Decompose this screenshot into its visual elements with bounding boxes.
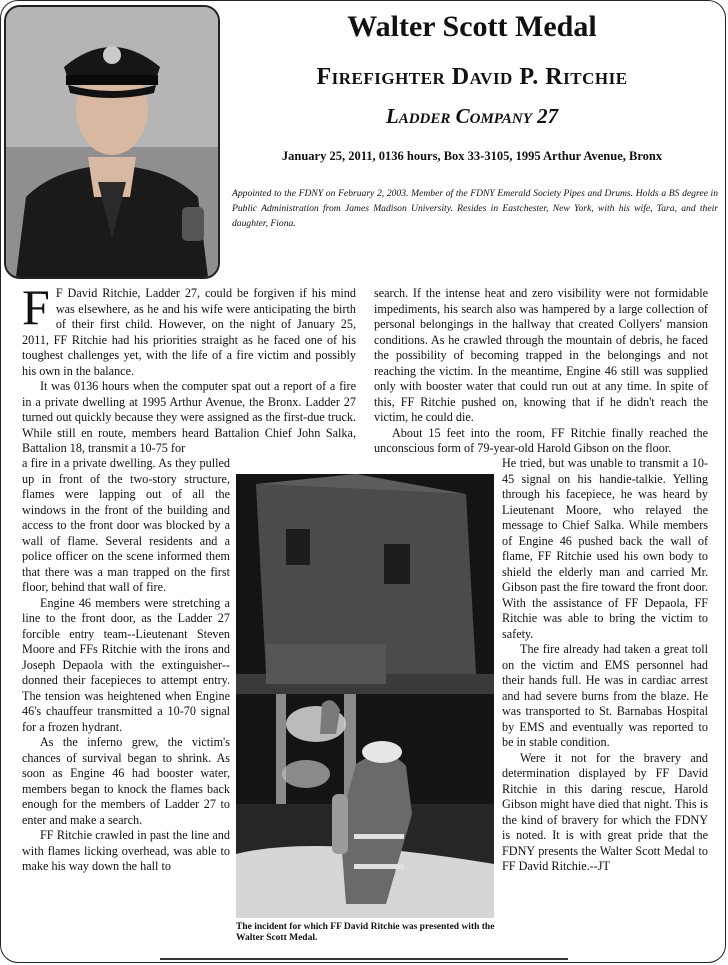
article-column-1 (22, 279, 356, 457)
article-paragraph: He tried, but was unable to transmit a 10-45 signal on his handie-talkie. Yelling through his facepiece, he was heard by Lieutenant Moore, who relayed the message to Chief Salka. While members of Engine 46 pushed back the wall of flame, FF Ritchie used his own body to shield the elderly man and carried Mr. Gibson past the fire toward the front door. With the assistance of FF Depaola, FF Ritchie was able to bring the victim to safety. (502, 456, 708, 641)
article-paragraph: As the inferno grew, the victim's chances of survival began to shrink. As soon as Engine 46 had booster water, members began to knock the flames back enough for the members of Ladder 27 to enter and make a search. (22, 735, 230, 827)
fire-scene-photo (236, 474, 494, 918)
article-paragraph (22, 279, 356, 379)
portrait-image (6, 7, 218, 277)
biography: Appointed to the FDNY on February 2, 2003. Member of the FDNY Emerald Society Pipes and Drums. Holds a BS degree in Public Administration from James Madison University. Resides in Eastchester, New York, with his wife, Tara, and their daughter, Fiona. (232, 188, 718, 229)
article-paragraph: Engine 46 members were stretching a line to the front door, as the Ladder 27 forcible entry team--Lieutenant Steven Moore and FFs Ritchie with the irons and Joseph Depaola with the extinguisher--donned their facepieces to attempt entry. The tension was heightened when Engine 46's chauffeur transmitted a 10-70 signal for a frozen hydrant. (22, 595, 230, 734)
bottom-rule (160, 958, 568, 960)
fire-scene-image (236, 474, 494, 918)
company-name: Ladder Company 27 (385, 104, 559, 128)
medal-title: Walter Scott Medal (347, 10, 597, 43)
firefighter-portrait (4, 5, 220, 279)
article-paragraph: a fire in a private dwelling. As they pulled up in front of the two-story structure, flames were lapping out of all the windows in the front of the building and access to the front door was blocked by a wall of flame. Several residents and a police officer on the scene informed them that there was a man trapped on the first floor, behind that wall of fire. (22, 456, 230, 594)
recipient-name: Firefighter David P. Ritchie (316, 64, 628, 90)
incident-date-line: January 25, 2011, 0136 hours, Box 33-3105, 1995 Arthur Avenue, Bronx (281, 149, 663, 163)
photo-caption: The incident for which FF David Ritchie was presented with the Walter Scott Medal. (236, 922, 495, 943)
article-paragraph: Were it not for the bravery and determination displayed by FF David Ritchie in this daring rescue, Harold Gibson might have died that night. This is the kind of bravery for which the FDNY is noted. It is with great pride that the FDNY presents the Walter Scott Medal to FF David Ritchie.--JT (502, 750, 708, 873)
article-column-2-lower (502, 456, 708, 875)
article-paragraph: The fire already had taken a great toll on the victim and EMS personnel had their hands full. He was in cardiac arrest and had severe burns from the blaze. He was transported to St. Barnabas Hospital by EMS and eventually was reported to be in stable condition. (502, 642, 708, 749)
article-paragraph: It was 0136 hours when the computer spat out a report of a fire in a private dwelling at 1995 Arthur Avenue, the Bronx. Ladder 27 turned out quickly because they were assigned as the first-due truck. While still en route, members heard Battalion Chief John Salka, Battalion 18, transmit a 10-75 for (22, 379, 356, 455)
article-column-2 (374, 286, 708, 457)
article-paragraph: FF Ritchie crawled in past the line and with flames licking overhead, was able to make his way down the hall to (22, 828, 230, 873)
article-column-1-lower (22, 456, 230, 875)
article-paragraph: About 15 feet into the room, FF Ritchie finally reached the unconscious form of 79-year-old Harold Gibson on the floor. (374, 425, 708, 455)
paragraph-text: F David Ritchie, Ladder 27, could be forgiven if his mind was elsewhere, as he and his wife were anticipating the birth of their first child. However, on the night of January 25, 2011, FF Ritchie had his priorities straight as he faced one of his toughest challenges yet, with the life of a fire victim and possibly his own in the balance. (22, 286, 356, 378)
drop-cap: F (22, 279, 50, 335)
article-paragraph: search. If the intense heat and zero visibility were not formidable impediments, his search also was hampered by a large collection of personal belongings in the hallway that created Collyers' mansion conditions. As he crawled through the mountain of debris, he faced the possibility of becoming trapped in the belongings and not reaching the victim. In the meantime, Engine 46 still was supplied only with booster water that could run out at any time. In spite of this, FF Ritchie pushed on, knowing that if he didn't reach the victim, he could die. (374, 286, 708, 424)
